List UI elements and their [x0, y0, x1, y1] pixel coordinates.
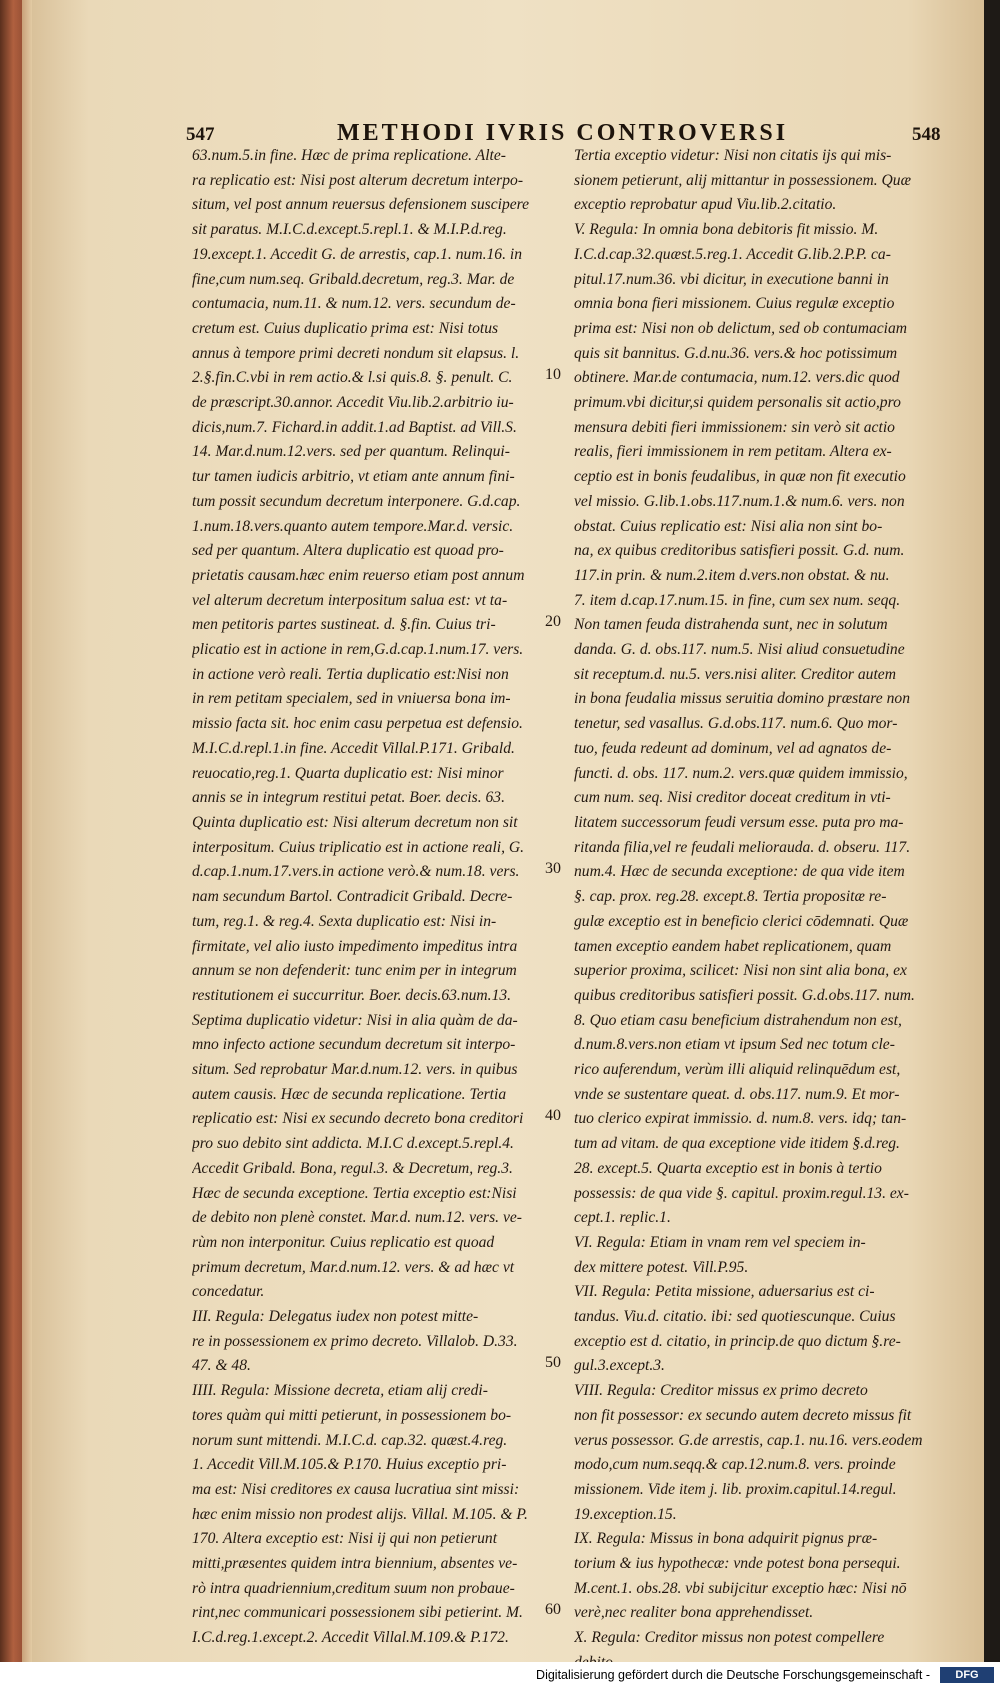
text-line: tores quàm qui mitti petierunt, in possessionem bo-: [192, 1406, 512, 1424]
text-line: num.4. Hæc de secunda exceptione: de qua vide item: [574, 863, 905, 881]
text-line: reuocatio,reg.1. Quarta duplicatio est: Nisi minor: [192, 764, 504, 782]
text-line: 117.in prin. & num.2.item d.vers.non obstat. & nu.: [574, 566, 890, 584]
text-line: tuo, feuda redeunt ad dominum, vel ad agnatos de-: [574, 739, 892, 757]
text-line: III. Regula: Delegatus iudex non potest mitte-: [192, 1308, 479, 1326]
text-line: VII. Regula: Petita missione, aduersarius est ci-: [574, 1283, 875, 1301]
text-line: verus possessor. G.de arrestis, cap.1. nu.16. vers.eodem: [574, 1431, 923, 1449]
text-line: ceptio est in bonis feudalibus, in quæ non fit executio: [574, 468, 906, 486]
text-line: 19.except.1. Accedit G. de arrestis, cap.1. num.16. in: [192, 245, 522, 263]
text-line: possessis: de qua vide §. capitul. proxim.regul.13. ex-: [574, 1184, 909, 1202]
running-title: METHODI IVRIS CONTROVERSI: [337, 120, 789, 146]
book-fold: [22, 0, 32, 1662]
text-line: prietatis causam.hæc enim reuerso etiam post annum: [192, 566, 525, 584]
text-line: norum sunt mittendi. M.I.C.d. cap.32. quæst.4.reg.: [192, 1431, 508, 1449]
text-line: ritanda filia,vel re feudali meliorauda. d. obseru. 117.: [574, 838, 911, 856]
text-line: replicatio est: Nisi ex secundo decreto bona creditori: [192, 1110, 524, 1128]
text-line: na, ex quibus creditoribus satisfieri possit. G.d. num.: [574, 542, 905, 560]
page-paper: [32, 0, 984, 1662]
line-number: 40: [545, 1107, 561, 1125]
text-line: cum num. seq. Nisi creditor doceat creditum in vti-: [574, 789, 891, 807]
text-line: verè,nec realiter bona apprehendisset.: [574, 1604, 814, 1622]
text-line: sionem petierunt, alij mittantur in possessionem. Quæ: [574, 171, 911, 189]
right-text-column: [574, 144, 930, 1676]
text-line: dicis,num.7. Fichard.in addit.1.ad Baptist. ad Vill.S.: [192, 418, 517, 436]
text-line: Tertia exceptio videtur: Nisi non citatis ijs qui mis-: [574, 147, 892, 164]
text-line: sit receptum.d. nu.5. vers.nisi aliter. Creditor autem: [574, 665, 896, 683]
text-line: litatem successorum feudi versum esse. puta pro ma-: [574, 813, 904, 831]
text-line: 28. except.5. Quarta exceptio est in bonis à tertio: [574, 1159, 882, 1177]
text-line: 19.exception.15.: [574, 1505, 677, 1523]
line-number: 10: [545, 366, 561, 384]
text-line: mensura debiti fieri immissionem: sin verò sit actio: [574, 418, 895, 436]
text-line: interpositum. Cuius triplicatio est in actione reali, G.: [192, 838, 525, 856]
text-line: hæc enim missio non prodest alijs. Villal. M.105. & P.: [192, 1505, 528, 1523]
text-line: 170. Altera exceptio est: Nisi ij qui non petierunt: [192, 1530, 498, 1548]
text-line: de præscript.30.annor. Accedit Viu.lib.2.arbitrio iu-: [192, 394, 514, 412]
text-line: vnde se sustentare queat. d. obs.117. num.9. Et mor-: [574, 1085, 900, 1103]
text-line: modo,cum num.seqq.& cap.12.num.8. vers. proinde: [574, 1456, 896, 1474]
text-line: 7. item d.cap.17.num.15. in fine, cum sex num. seqq.: [574, 591, 901, 609]
text-line: VIII. Regula: Creditor missus ex primo decreto: [574, 1382, 868, 1400]
text-line: primum decretum, Mar.d.num.12. vers. & ad hæc vt: [192, 1258, 515, 1276]
text-line: vel alterum decretum interpositum salua est: vt ta-: [192, 591, 508, 609]
text-line: in rem petitam specialem, sed in vniuersa bona im-: [192, 690, 511, 708]
text-line: tandus. Viu.d. citatio. ibi: sed quotiescunque. Cuius: [574, 1308, 896, 1326]
text-line: realis, fieri immissionem in rem petitam. Altera ex-: [574, 443, 892, 461]
text-line: mitti,præsentes quidem intra biennium, absentes ve-: [192, 1555, 518, 1573]
text-line: pro suo debito sint addicta. M.I.C d.except.5.repl.4.: [192, 1135, 514, 1153]
text-line: cept.1. replic.1.: [574, 1209, 671, 1227]
text-line: autem causis. Hæc de secunda replicatione. Tertia: [192, 1085, 507, 1103]
text-line: tuo clerico expirat immissio. d. num.8. vers. idq; tan-: [574, 1110, 907, 1128]
text-line: exceptio reprobatur apud Viu.lib.2.citatio.: [574, 196, 837, 214]
text-line: sed per quantum. Altera duplicatio est quoad pro-: [192, 542, 504, 560]
text-line: missionem. Vide item j. lib. proxim.capitul.14.regul.: [574, 1480, 897, 1498]
text-line: Non tamen feuda distrahenda sunt, nec in solutum: [574, 616, 888, 634]
text-line: 8. Quo etiam casu beneficium distrahendum non est,: [574, 1011, 902, 1029]
text-line: fine,cum num.seq. Gribald.decretum, reg.3. Mar. de: [192, 270, 515, 288]
text-line: re in possessionem ex primo decreto. Villalob. D.33.: [192, 1332, 518, 1350]
text-line: IIII. Regula: Missione decreta, etiam alij credi-: [192, 1382, 488, 1400]
text-line: obstat. Cuius replicatio est: Nisi alia non sint bo-: [574, 517, 883, 535]
text-line: restitutionem ei succurritur. Boer. decis.63.num.13.: [192, 986, 512, 1004]
text-line: primum.vbi dicitur,si quidem personalis sit actio,pro: [574, 394, 901, 412]
text-line: gulæ exceptio est in beneficio clerici cōdemnati. Quæ: [574, 912, 909, 930]
page-number-left: 547: [186, 124, 215, 145]
text-line: men petitoris partes sustineat. d. §.fin. Cuius tri-: [192, 616, 496, 634]
line-number: 30: [545, 860, 561, 878]
text-line: exceptio est d. citatio, in princip.de quo dictum §.re-: [574, 1332, 901, 1350]
text-line: Accedit Gribald. Bona, regul.3. & Decretum, reg.3.: [192, 1159, 513, 1177]
text-line: situm, vel post annum reuersus defensionem suscipere: [192, 196, 530, 214]
text-line: rùm non interponitur. Cuius replicatio est quoad: [192, 1233, 495, 1251]
text-line: annus à tempore primi decreti nondum sit elapsus. l.: [192, 344, 520, 362]
text-line: M.I.C.d.repl.1.in fine. Accedit Villal.P.171. Gribald.: [192, 739, 515, 757]
line-number: 60: [545, 1601, 561, 1619]
text-line: situm. Sed reprobatur Mar.d.num.12. vers. in quibus: [192, 1061, 518, 1079]
text-line: annis se in integrum restitui petat. Boer. decis. 63.: [192, 789, 506, 807]
text-line: 63.num.5.in fine. Hæc de prima replicatione. Alte-: [192, 147, 506, 164]
text-line: gul.3.except.3.: [574, 1357, 665, 1375]
text-line: tum possit secundum decretum interponere. G.d.cap.: [192, 492, 521, 510]
text-line: ra replicatio est: Nisi post alterum decretum interpo-: [192, 171, 524, 189]
text-line: 47. & 48.: [192, 1357, 251, 1375]
text-line: sit paratus. M.I.C.d.except.5.repl.1. & M.I.P.d.reg.: [192, 221, 507, 239]
text-line: 14. Mar.d.num.12.vers. sed per quantum. Relinqui-: [192, 443, 510, 461]
text-line: VI. Regula: Etiam in vnam rem vel speciem in-: [574, 1233, 866, 1251]
text-line: missio facta sit. hoc enim casu perpetua est defensio.: [192, 715, 523, 733]
text-line: functi. d. obs. 117. num.2. vers.quæ quidem immissio,: [574, 764, 908, 782]
text-line: tenetur, sed vasallus. G.d.obs.117. num.6. Quo mor-: [574, 715, 898, 733]
text-line: rint,nec communicari possessionem sibi petierint. M.: [192, 1604, 523, 1622]
text-line: 1.num.18.vers.quanto autem tempore.Mar.d. versic.: [192, 517, 514, 535]
text-line: mno infecto actione secundum decretum sit interpo-: [192, 1036, 516, 1054]
text-line: quibus creditoribus satisfieri possit. G.d.obs.117. num.: [574, 986, 915, 1004]
text-line: pitul.17.num.36. vbi dicitur, in executione banni in: [574, 270, 889, 288]
text-line: dex mittere potest. Vill.P.95.: [574, 1258, 749, 1276]
text-line: vel missio. G.lib.1.obs.117.num.1.& num.6. vers. non: [574, 492, 905, 510]
text-line: danda. G. d. obs.117. num.5. Nisi aliud consuetudine: [574, 641, 905, 659]
text-line: cretum est. Cuius duplicatio prima est: Nisi totus: [192, 319, 499, 337]
text-line: prima est: Nisi non ob delictum, sed ob contumaciam: [574, 319, 908, 337]
text-line: in actione verò reali. Tertia duplicatio est:Nisi non: [192, 665, 509, 683]
footer-bar: [0, 1662, 1000, 1689]
text-line: V. Regula: In omnia bona debitoris fit missio. M.: [574, 221, 879, 239]
text-line: rò intra quadriennium,creditum suum non probaue-: [192, 1579, 515, 1597]
page-number-right: 548: [912, 124, 941, 145]
text-line: I.C.d.reg.1.except.2. Accedit Villal.M.109.& P.172.: [192, 1629, 509, 1647]
text-line: Quinta duplicatio est: Nisi alterum decretum non sit: [192, 813, 518, 831]
text-line: annum se non defenderit: tunc enim per in integrum: [192, 962, 517, 980]
text-line: I.C.d.cap.32.quæst.5.reg.1. Accedit G.lib.2.P.P. ca-: [574, 245, 891, 263]
text-line: contumacia, num.11. & num.12. vers. secundum de-: [192, 295, 516, 313]
left-text-column: [192, 144, 548, 1651]
text-line: obtinere. Mar.de contumacia, num.12. vers.dic quod: [574, 369, 900, 387]
text-line: non fit possessor: ex secundo autem decreto missus fit: [574, 1406, 912, 1424]
text-line: Septima duplicatio videtur: Nisi in alia quàm de da-: [192, 1011, 518, 1029]
text-line: 1. Accedit Vill.M.105.& P.170. Huius exceptio pri-: [192, 1456, 507, 1474]
dfg-logo: DFG: [940, 1667, 994, 1683]
text-line: quis sit bannitus. G.d.nu.36. vers.& hoc potissimum: [574, 344, 898, 362]
text-line: de debito non plenè constet. Mar.d. num.12. vers. ve-: [192, 1209, 522, 1227]
text-line: §. cap. prox. reg.28. except.8. Tertia propositæ re-: [574, 888, 887, 906]
footer-credit: Digitalisierung gefördert durch die Deutsche Forschungsgemeinschaft -: [536, 1668, 930, 1682]
text-line: concedatur.: [192, 1283, 265, 1301]
text-line: omnia bona fieri missionem. Cuius regulæ exceptio: [574, 295, 895, 313]
text-line: d.cap.1.num.17.vers.in actione verò.& num.18. vers.: [192, 863, 520, 881]
text-line: tamen exceptio eandem habet replicationem, quam: [574, 937, 892, 955]
text-line: X. Regula: Creditor missus non potest compellere: [574, 1629, 885, 1647]
text-line: 2.§.fin.C.vbi in rem actio.& l.si quis.8. §. penult. C.: [192, 369, 513, 387]
text-line: torium & ius hypothecæ: vnde potest bona persequi.: [574, 1555, 901, 1573]
text-line: IX. Regula: Missus in bona adquirit pignus præ-: [574, 1530, 878, 1548]
text-line: tum, reg.1. & reg.4. Sexta duplicatio est: Nisi in-: [192, 912, 497, 930]
text-line: d.num.8.vers.non etiam vt ipsum Sed nec totum cle-: [574, 1036, 895, 1054]
text-line: Hæc de secunda exceptione. Tertia exceptio est:Nisi: [192, 1184, 517, 1202]
text-line: tum ad vitam. de qua exceptione vide itidem §.d.reg.: [574, 1135, 900, 1153]
book-edge: [0, 0, 22, 1662]
text-line: M.cent.1. obs.28. vbi subijcitur exceptio hæc: Nisi nō: [574, 1579, 907, 1597]
text-line: firmitate, vel alio iusto impedimento impeditus intra: [192, 937, 518, 955]
text-line: nam secundum Bartol. Contradicit Gribald. Decre-: [192, 888, 513, 906]
text-line: tur tamen iudicis arbitrio, vt etiam ante annum fini-: [192, 468, 515, 486]
text-line: ma est: Nisi creditores ex causa lucratiua sint missi:: [192, 1480, 520, 1498]
line-number: 20: [545, 613, 561, 631]
text-line: plicatio est in actione in rem,G.d.cap.1.num.17. vers.: [192, 641, 524, 659]
text-line: rico auferendum, verùm illi aliquid relinquēdum est,: [574, 1061, 901, 1079]
line-number: 50: [545, 1354, 561, 1372]
text-line: in bona feudalia missus seruitia domino præstare non: [574, 690, 911, 708]
text-line: superior proxima, scilicet: Nisi non sint alia bona, ex: [574, 962, 907, 980]
